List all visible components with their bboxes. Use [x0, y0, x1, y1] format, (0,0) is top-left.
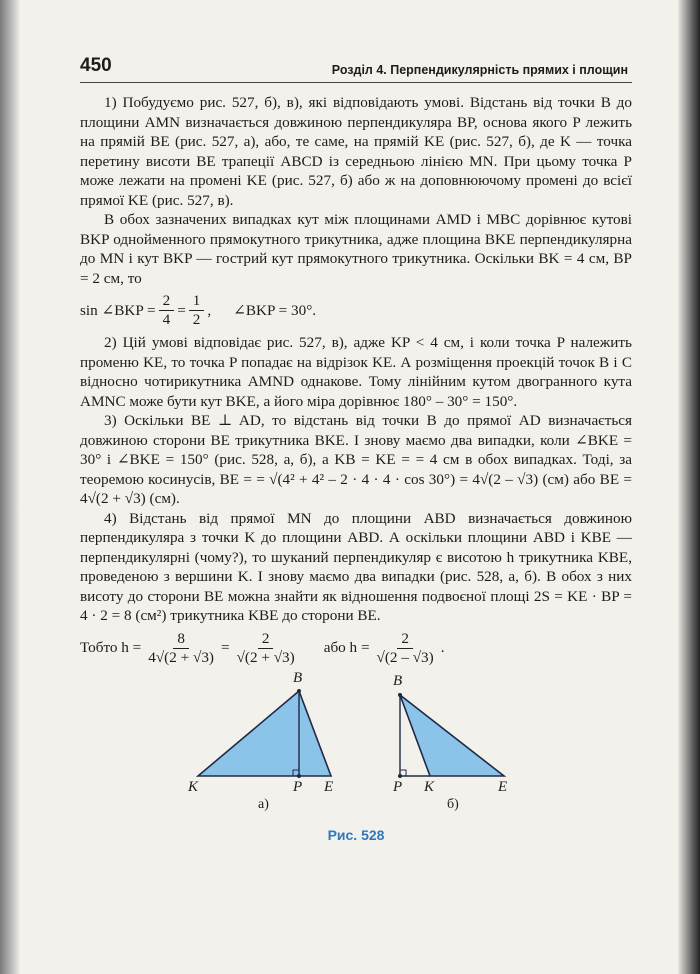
fraction-denominator: 2 [192, 311, 201, 328]
fraction-numerator: 2 [397, 630, 413, 649]
formula-h-lead: Тобто h = [80, 639, 142, 656]
label-e-b: E [498, 778, 508, 795]
figure-caption: Рис. 528 [327, 826, 385, 843]
formula-sin-bkp [80, 292, 632, 329]
page [80, 55, 632, 843]
fraction-numerator: 1 [189, 292, 205, 311]
point-b-a [297, 689, 301, 693]
subfigure-label-b: б) [447, 796, 459, 812]
fraction-h-3 [373, 630, 438, 667]
figure-528 [80, 669, 632, 823]
point-p-b [398, 774, 402, 778]
fraction-1-2 [189, 292, 205, 329]
label-b-a: B [293, 669, 303, 686]
equals-sign: = [177, 301, 186, 319]
fraction-denominator: √(2 + √3) [236, 648, 295, 666]
fraction-h-1 [144, 630, 218, 667]
fraction-h-2 [233, 630, 299, 667]
triangle-b [400, 695, 504, 776]
formula-angle-result: ∠BKP = 30°. [233, 301, 317, 319]
label-p-b: P [393, 778, 403, 795]
point-p-a [297, 774, 301, 778]
point-b-b [398, 693, 402, 697]
formula-height [80, 630, 632, 667]
triangle-a [198, 691, 331, 776]
paragraph-5: 4) Відстань від прямої MN до площини ABD визначається довжиною перпендикуляра з точки K до площини ABD. А оскільки площини ABD і KBE — перпендикулярні (чому?), то шуканий перпендикуляр є висотою h трикутника KBE, проведеною з вершини K. І знову маємо два випадки (рис. 528, а, б). В обох з них висоту до сторони BE можна знайти як відношення подвоєної площі 2S = KE · BP = 4 · 2 = 8 (см²) трикутника KBE до сторони BE. [80, 509, 632, 624]
book-gutter-shadow [0, 0, 20, 974]
book-edge-shadow [678, 0, 700, 974]
formula-sin-lhs: sin ∠BKP = [80, 301, 156, 319]
label-k-b: K [424, 778, 435, 795]
label-b-b: B [393, 672, 403, 689]
running-title: Розділ 4. Перпендикулярність прямих і площин [331, 63, 628, 77]
page-header [80, 55, 632, 83]
formula-h-or: або h = [323, 639, 370, 656]
fraction-numerator: 2 [258, 630, 274, 649]
paragraph-2: В обох зазначених випадках кут між площинами AMD і MBC дорівнює кутові BKP однойменного прямокутного трикутника, адже площина BKE перпендикулярна до MN і кут BKP — гострий кут прямокутного трикутника. Оскільки BK = 4 см, BP = 2 см, то [80, 211, 632, 287]
fraction-2-4 [159, 292, 175, 329]
period: . [440, 639, 445, 656]
paragraph-4: 3) Оскільки BE ⊥ AD, то відстань від точки B до прямої AD визначається довжиною сторони BE трикутника BKE. І знову маємо два випадки, коли ∠BKE = 30° і ∠BKE = 150° (рис. 528, а, б), а KB = KE = = 4 см в обох випадках. Тоді, за теоремою косинусів, BE = = √(4² + 4² – 2 · 4 · 4 · cos 30°) = 4√(2 – √3) (см) або BE = 4√(2 + √3) (см). [80, 412, 632, 507]
label-e-a: E [324, 778, 334, 795]
label-k-a: K [188, 778, 199, 795]
figure-528-drawing [80, 673, 632, 823]
paragraph-1: 1) Побудуємо рис. 527, б), в), які відповідають умові. Відстань від точки B до площини AMN визначається довжиною перпендикуляра BP, основа якого P лежить на прямій BE (рис. 527, а), або, те саме, на прямій KE (рис. 527, б), де K — точка перетину висоти BE трапеції ABCD із середньою лінією MN. При цьому точка P може лежати на промені KE (рис. 527, б) або ж на доповнюючому промені до всієї прямої KE (рис. 527, в). [80, 94, 632, 209]
fraction-numerator: 2 [159, 292, 175, 311]
paragraph-3: 2) Цій умові відповідає рис. 527, в), адже KP < 4 см, і коли точка P належить променю KE, то точка P попадає на відрізок KE. А розміщення проекцій точок B і C відносно чотирикутника AMND однакове. Тому лінійним кутом двогранного кута AMNC може бути кут BKE, а його міра дорівнює 180° – 30° = 150°. [80, 334, 632, 410]
label-p-a: P [293, 778, 303, 795]
fraction-denominator: 4√(2 + √3) [148, 648, 214, 666]
comma: , [207, 301, 212, 319]
page-number: 450 [80, 55, 112, 76]
equals-sign: = [220, 639, 230, 656]
fraction-denominator: √(2 – √3) [376, 648, 434, 666]
fraction-denominator: 4 [162, 311, 171, 328]
subfigure-label-a: а) [258, 796, 269, 812]
fraction-numerator: 8 [173, 630, 189, 649]
